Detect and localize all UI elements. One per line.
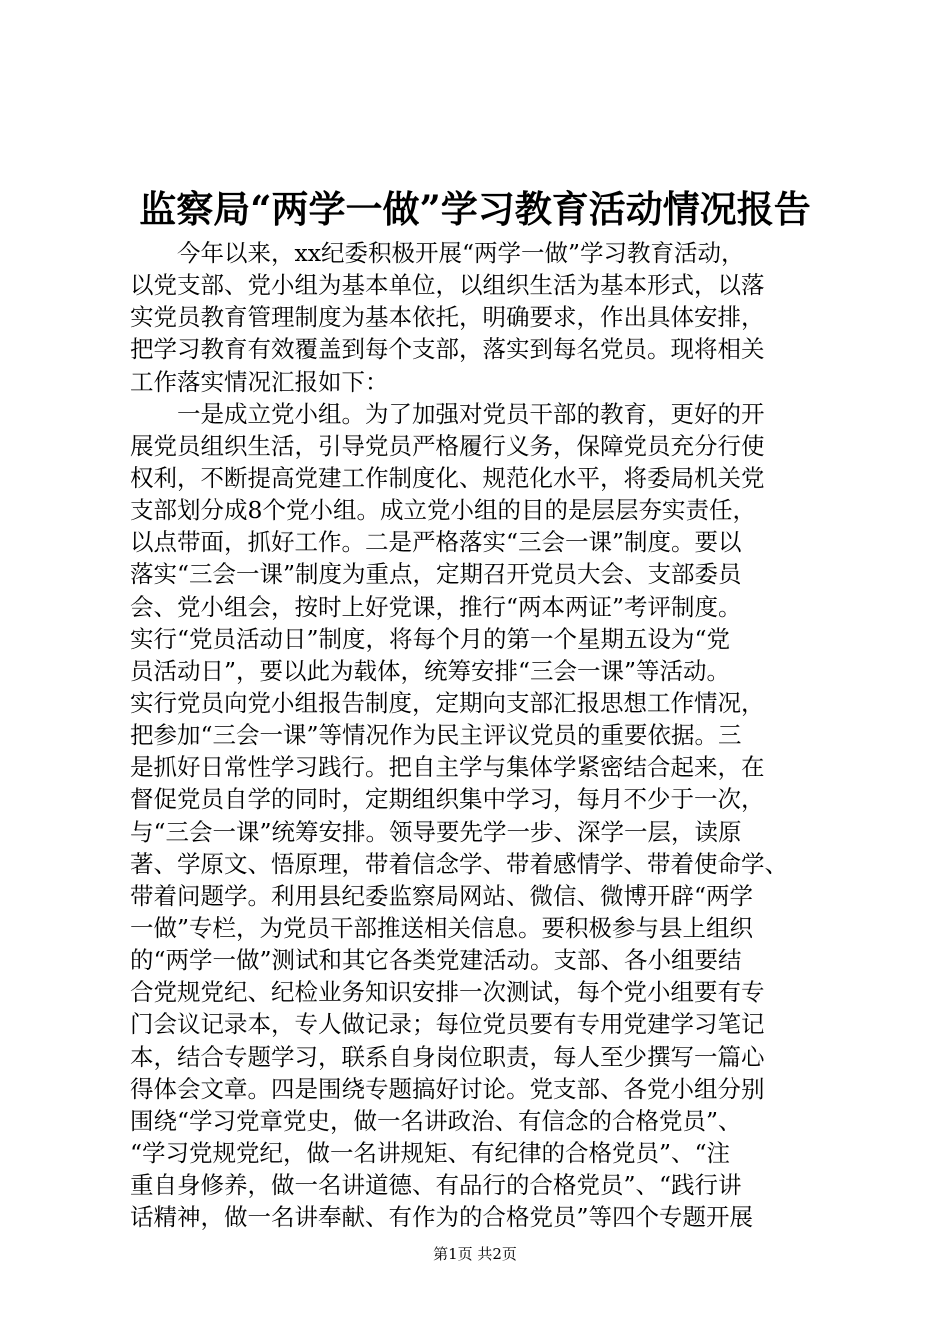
paragraph-line: 实党员教育管理制度为基本依托，明确要求，作出具体安排，	[130, 303, 765, 332]
page-number: 第1页 共2页	[433, 1245, 517, 1263]
paragraph-line: 落实“三会一课”制度为重点，定期召开党员大会、支部委员	[130, 560, 742, 589]
paragraph-line: 展党员组织生活，引导党员严格履行义务，保障党员充分行使	[130, 431, 765, 460]
paragraph-line: 一做”专栏，为党员干部推送相关信息。要积极参与县上组织	[130, 913, 754, 942]
paragraph-line: 话精神，做一名讲奉献、有作为的合格党员”等四个专题开展	[130, 1203, 754, 1232]
paragraph-line: 今年以来，xx纪委积极开展“两学一做”学习教育活动，	[177, 239, 745, 267]
paragraph-line: 支部划分成8个党小组。成立党小组的目的是层层夯实责任，	[130, 496, 756, 525]
paragraph-line: 带着问题学。利用县纪委监察局网站、微信、微博开辟“两学	[130, 881, 754, 910]
paragraph-line: 以点带面，抓好工作。二是严格落实“三会一课”制度。要以	[130, 528, 742, 557]
paragraph-line: 会、党小组会，按时上好党课，推行“两本两证”考评制度。	[130, 592, 742, 621]
paragraph-line: 实行党员向党小组报告制度，定期向支部汇报思想工作情况，	[130, 688, 765, 717]
paragraph-line: 得体会文章。四是围绕专题搞好讨论。党支部、各党小组分别	[130, 1074, 765, 1103]
paragraph-line: 是抓好日常性学习践行。把自主学与集体学紧密结合起来，在	[130, 753, 765, 782]
paragraph-line: 以党支部、党小组为基本单位，以组织生活为基本形式，以落	[130, 271, 765, 300]
paragraph-line: 著、学原文、悟原理，带着信念学、带着感情学、带着使命学、	[130, 849, 788, 878]
paragraph-line: 与“三会一课”统筹安排。领导要先学一步、深学一层，读原	[130, 817, 742, 846]
paragraph-line: 本，结合专题学习，联系自身岗位职责，每人至少撰写一篇心	[130, 1042, 765, 1071]
document-title: 监察局“两学一做”学习教育活动情况报告	[139, 187, 811, 231]
paragraph-line: 把参加“三会一课”等情况作为民主评议党员的重要依据。三	[130, 721, 742, 750]
paragraph-line: 的“两学一做”测试和其它各类党建活动。支部、各小组要结	[130, 946, 742, 975]
document-body	[130, 237, 830, 1233]
paragraph-line: 重自身修养，做一名讲道德、有品行的合格党员”、“践行讲	[130, 1171, 742, 1200]
paragraph-line: 一是成立党小组。为了加强对党员干部的教育，更好的开	[177, 399, 765, 428]
paragraph-line: 合党规党纪、纪检业务知识安排一次测试，每个党小组要有专	[130, 978, 765, 1007]
paragraph-line: 督促党员自学的同时，定期组织集中学习，每月不少于一次，	[130, 785, 765, 814]
paragraph-line: 把学习教育有效覆盖到每个支部，落实到每名党员。现将相关	[130, 335, 765, 364]
paragraph-line: “学习党规党纪，做一名讲规矩、有纪律的合格党员”、“注	[130, 1138, 731, 1167]
paragraph-line: 门会议记录本，专人做记录；每位党员要有专用党建学习笔记	[130, 1010, 765, 1039]
paragraph-line: 权利，不断提高党建工作制度化、规范化水平，将委局机关党	[130, 463, 765, 492]
paragraph-line: 实行“党员活动日”制度，将每个月的第一个星期五设为“党	[130, 624, 731, 653]
paragraph-line: 工作落实情况汇报如下：	[130, 367, 389, 396]
paragraph-line: 员活动日”，要以此为载体，统筹安排“三会一课”等活动。	[130, 656, 731, 685]
paragraph-line: 围绕“学习党章党史，做一名讲政治、有信念的合格党员”、	[130, 1106, 742, 1135]
